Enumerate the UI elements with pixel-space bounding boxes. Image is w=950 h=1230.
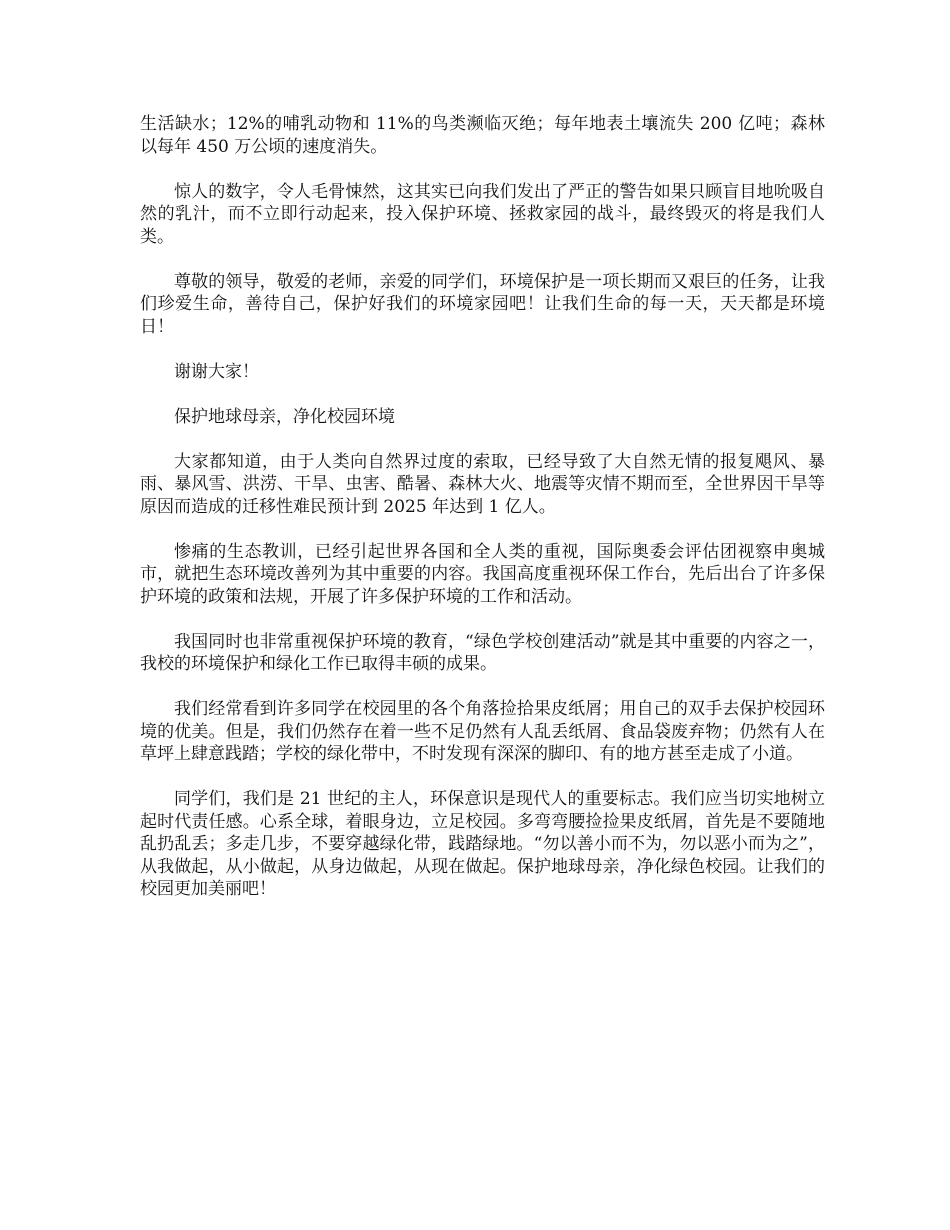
paragraph-thanks: 谢谢大家！ (174, 361, 259, 382)
paragraph-7: 我们经常看到许多同学在校园里的各个角落捡拾果皮纸屑；用自己的双手去保护校园环境的优美。但是，我们仍然存在着一些不足仍然有人乱丢纸屑、食品袋废弃物；仍然有人在草坪上肆意践踏；学校的绿化带中，不时发现有深深的脚印、有的地方甚至走成了小道。 (140, 699, 825, 764)
paragraph-5: 惨痛的生态教训，已经引起世界各国和全人类的重视，国际奥委会评估团视察申奥城市，就把生态环境改善列为其中重要的内容。我国高度重视环保工作台，先后出台了许多保护环境的政策和法规，开展了许多保护环境的工作和活动。 (140, 541, 825, 607)
paragraph-2: 惊人的数字，令人毛骨悚然，这其实已向我们发出了严正的警告如果只顾盲目地吮吸自然的乳汁，而不立即行动起来，投入保护环境、拯救家园的战斗，最终毁灭的将是我们人类。 (140, 181, 825, 247)
document-body (140, 113, 825, 923)
paragraph-4: 大家都知道，由于人类向自然界过度的索取，已经导致了大自然无情的报复飓风、暴雨、暴风雪、洪涝、干旱、虫害、酷暑、森林大火、地震等灾情不期而至，全世界因干旱等原因而造成的迁移性难民预计到 2025 年达到 1 亿人。 (140, 451, 825, 517)
paragraph-8: 同学们，我们是 21 世纪的主人，环保意识是现代人的重要标志。我们应当切实地树立起时代责任感。心系全球，着眼身边，立足校园。多弯弯腰捡捡果皮纸屑，首先是不要随地乱扔乱丢；多走几步，不要穿越绿化带，践踏绿地。“勿以善小而不为，勿以恶小而为之”，从我做起，从小做起，从身边做起，从现在做起。保护地球母亲，净化绿色校园。让我们的校园更加美丽吧！ (140, 789, 825, 899)
section-heading: 保护地球母亲，净化校园环境 (174, 406, 395, 427)
paragraph-3: 尊敬的领导，敬爱的老师，亲爱的同学们，环境保护是一项长期而又艰巨的任务，让我们珍爱生命，善待自己，保护好我们的环境家园吧！让我们生命的每一天，天天都是环境日！ (140, 271, 825, 337)
paragraph-6: 我国同时也非常重视保护环境的教育，“绿色学校创建活动”就是其中重要的内容之一，我校的环境保护和绿化工作已取得丰硕的成果。 (140, 631, 825, 674)
paragraph-1: 生活缺水；12%的哺乳动物和 11%的鸟类濒临灭绝；每年地表土壤流失 200 亿吨；森林以每年 450 万公顷的速度消失。 (140, 114, 825, 157)
